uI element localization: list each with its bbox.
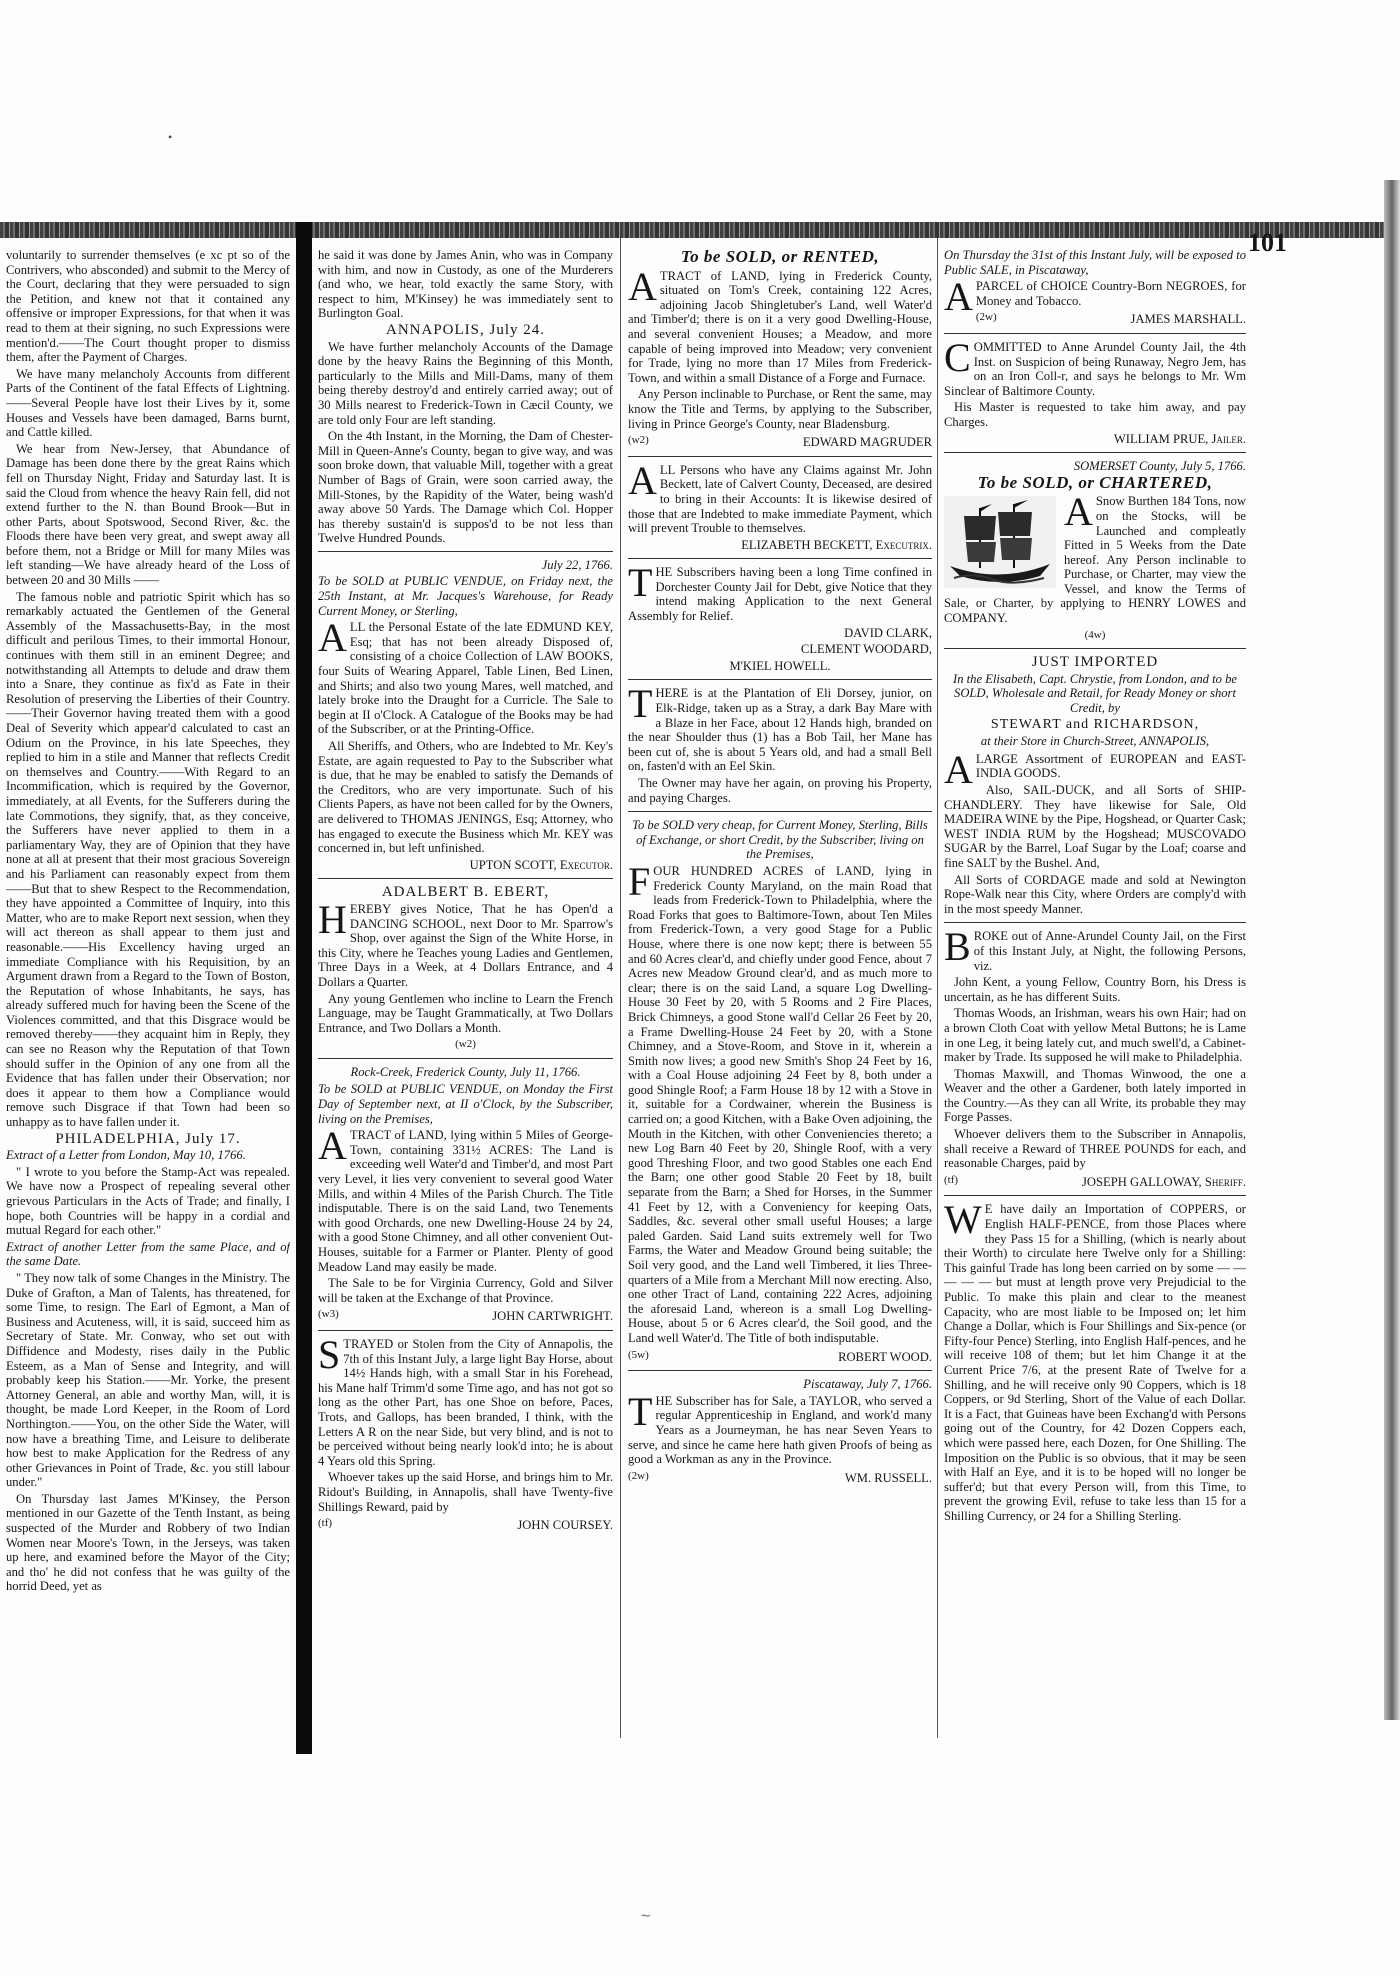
advert-body: Whoever takes up the said Horse, and brings him to Mr. Ridout's Building, in Annapolis, shall have Twenty-five Shillings Reward, paid by (318, 1470, 613, 1514)
advert-body: HERE is at the Plantation of Eli Dorsey, junior, on Elk-Ridge, taken up as a Stray, a dark Bay Mare with a Blaze in her Face, about 12 Hands high, branded on the near Shoulder thus (1) has a Bob Tail, her Mane has been cut of, she is about 5 Years old, and had a small Bell on, fasten'd with an Eel Skin. (628, 686, 932, 774)
column-rule (620, 238, 621, 1738)
drop-cap: T (628, 1388, 653, 1434)
advert-body: Also, SAIL-DUCK, and all Sorts of SHIP-CHANDLERY. They have likewise for Sale, Old MADEIRA WINE by the Pipe, Hogshead, or Quarter Cask; WEST INDIA RUM by the Hogshead; MUSCOVADO SUGAR by the Barrel, Loaf Sugar by the Loaf; coarse and fine SALT by the Bushel. And, (944, 783, 1246, 870)
advert-title: To be SOLD at PUBLIC VENDUE, on Monday the First Day of September next, at II o'Clock, by the Subscriber, living on the Premises, (318, 1082, 613, 1126)
extract-body: " They now talk of some Changes in the Ministry. The Duke of Grafton, a Man of Talents, has threatened, for some Time, to resign. The Earl of Egmont, a Man of Business and Acuteness, will, it is said, succeed him as Secretary of State. Mr. Conway, who set out with Diffidence and Modesty, rises daily in the Public Esteem, as a Man of Sense and Integrity, and will probably keep his Station.——Mr. Yorke, the present Attorney General, an able and worthy Man, will, it is thought, be made Lord Keeper, in the Room of Lord Northington.——You, on the other Side the Water, will now have a breathing Time, and Leisure to deliberate how best to make Application for the Redress of any other Grievances in Point of Trade, &c. you still labour under." (6, 1270, 290, 1490)
page-edge-shadow (1384, 180, 1400, 1720)
column-1 (6, 248, 290, 1748)
advert-body: His Master is requested to take him away, and pay Charges. (944, 400, 1246, 429)
advert-body: The Sale to be for Virginia Currency, Gold and Silver will be taken at the Exchange of that Province. (318, 1276, 613, 1305)
advert-signature: JOHN COURSEY. (517, 1518, 613, 1533)
advert-title: To be SOLD, or CHARTERED, (977, 472, 1213, 492)
advert-dancing-school (318, 885, 613, 1052)
advert-divider (628, 679, 932, 680)
advert-beckett-claims (628, 457, 932, 553)
advert-broke-jail (944, 924, 1246, 1189)
advert-rock-creek (318, 1065, 613, 1324)
advert-signature: JAMES MARSHALL. (1130, 312, 1246, 327)
drop-cap: H (318, 896, 347, 942)
advert-divider (318, 1058, 613, 1059)
advert-four-hundred-acres (628, 818, 932, 1364)
news-paragraph: he said it was done by James Anin, who was in Company with him, and now in Custody, as one of the Murderers (and who, we hear, told exactly the same Story, with respect to him, M'Kinsey) he was immediately sent to Burlington Goal. (318, 248, 613, 321)
merchant-address: at their Store in Church-Street, ANNAPOLIS, (980, 734, 1210, 749)
advert-date: July 22, 1766. (541, 557, 613, 572)
advert-body: TRAYED or Stolen from the City of Annapolis, the 7th of this Instant July, a large light Bay Horse, about 14½ Hands high, with a small Star in his Forehead, his Mane half Trimm'd some Time ago, and has not got so long as the other Part, has one Shoe on before, Paces, Trots, and Gallops, has been branded, I think, with the Letters A R on the near Side, but very blind, and is not to be perceived without being nearly look'd into; he is about 4 Years old this Spring. (318, 1336, 613, 1468)
advert-divider (944, 648, 1246, 649)
advert-body: E have daily an Importation of COPPERS, or English HALF-PENCE, from those Places where they Pass 15 for a Shilling, (which is nearly about their Worth) to circulate here Twelve only for a Shilling: This gainful Trade has long been carried on by some — — — — — but must at length prove very Prejudicial to the Public. To make this plain and clear to the meanest Capacity, who are most liable to be Imposed on; let him Change a Dollar, which is Four Shillings and Six-pence (or Fifty-four Pence) Sterling, into English Half-pences, and he will receive 108 of them; but let him Change it at the Current Price 7/6, at the present Rate of Twelve for a Shilling, and he will receive only 90 Coppers, which is 18 Coppers, or 9d Sterling, Short of the Value of each Dollar. It is a Fact, that Guineas have been Exchang'd with Persons going out of the Country, for 42 Dozen Coppers each, which were passed here, each Dozen, for One Shilling. The Imposition on the Public is so obvious, that it may be seen with Half an Eye, and it is to be hoped will no longer be suffer'd; but that every Person will, from this Time, to prevent the growing Evil, refuse to take less than 15 for a Shilling Currency, or 24 for a Shilling Sterling. (944, 1202, 1246, 1523)
advert-date: Piscataway, July 7, 1766. (803, 1377, 932, 1392)
news-paragraph: On Thursday last James M'Kinsey, the Person mentioned in our Gazette of the Tenth Instant, as being suspected of the Murder and Robbery of two Indian Women near Moore's Town, in the Jerseys, was taken up here, and examined before the Mayor of the City; and tho' he did not confess that he was guilty of the horrid Deed, yet as (6, 1491, 290, 1594)
column-4 (944, 248, 1246, 1728)
advert-body: PARCEL of CHOICE Country-Born NEGROES, for Money and Tobacco. (975, 279, 1246, 308)
advert-divider (628, 1370, 932, 1371)
advert-body: HE Subscriber has for Sale, a TAYLOR, who served a regular Apprenticeship in England, and work'd many Years as a Journeyman, he has near Seven Years to serve, and since he came here hath given Proofs of being as good a Workman as any in the Province. (628, 1393, 932, 1467)
insertion-mark: (w2) (628, 434, 649, 447)
drop-cap: A (944, 274, 973, 320)
advert-coppers (944, 1197, 1246, 1523)
advert-date: Rock-Creek, Frederick County, July 11, 1766. (350, 1064, 581, 1079)
column-2 (318, 248, 613, 1728)
advert-divider (628, 811, 932, 812)
advert-body: The Owner may have her again, on proving his Property, and paying Charges. (628, 776, 932, 805)
advert-body: OUR HUNDRED ACRES of LAND, lying in Frederick County Maryland, on the main Road that leads from Frederick-Town to Philadelphia, where the Road Forks that goes to Baltimore-Town, about Ten Miles from Frederick-Town, a very good Stage for a Public House, where there is one now kept; there is between 55 and 60 Acres clear'd, and chiefly under good Fence, about 7 Acres new Meadow Ground clear'd, and as much more to clear; there is on the said Land, a square Log Dwelling-House 30 Feet by 20, with 5 Rooms and 2 Fire Places, Brick Chimneys, a good Stone wall'd Cellar 26 Feet by 20, a Frame Dwelling-House 24 Feet by 20, with a Stone Chimney, and a Stove-Room, and Stove in it, wherein a Smith now lives; a good new Smith's Shop 24 Feet by 16, with a Coal House adjoining 24 Feet by 8, both under a good Shingle Roof; a Farm House 18 by 12 with a Stove in it, suitable for a Cordwainer, wherein the Business is carried on; a good Kitchen, with a Bake Oven adjoining, the Mouth in the Kitchen, with other Conveniencies thereto; a new Log Barn 40 Feet by 20, Shingle Roof, with a very good Threshing Floor, and two good Stables one each End the Barn; one other good Stable 20 Feet by 18, built separate from the Barn; a Shed for Horses, in the Summer 41 Feet by 12, with a Conveniency for keeping Oats, Saddles, &c. several other small useful Houses; a large paled Garden. Said Land suits extremely well for Two Farms, the Water and Meadow Ground being suitable; the Soil very good, and the Land well Timbered, it lies Three-quarters of a Mile from a Merchant Mill now erecting. Also, one other Tract of Land, containing 222 Acres, adjoining the aforesaid Land, whereon is a small Log Dwelling-House, about 5 or 6 Acres clear'd, the Soil good, and the Land well Water'd. The Title of both indisputable. (628, 863, 932, 1345)
drop-cap: A (1064, 489, 1093, 535)
drop-cap: B (944, 924, 971, 970)
insertion-mark: (w3) (318, 1308, 339, 1321)
advert-body: All Sheriffs, and Others, who are Indebted to Mr. Key's Estate, are again requested to Pay to the Subscriber what is due, that he may be enabled to satisfy the Demands of the Creditors, who are very importunate. Such of his Clients Papers, as have not been called for by the Owners, are delivered to THOMAS JENINGS, Esq; Attorney, who has engaged to execute the Business which Mr. KEY was concerned in, but left unfinished. (318, 739, 613, 856)
insertion-mark: (4w) (1084, 628, 1106, 641)
signature-row (628, 1469, 932, 1486)
advert-signature: WILLIAM PRUE, Jailer. (1113, 431, 1246, 446)
advert-body: HE Subscribers having been a long Time confined in Dorchester County Jail for Debt, give Notice that they intend making Application to the next General Assembly for Relief. (628, 565, 932, 624)
advert-body: Any young Gentlemen who incline to Learn the French Language, may be Taught Grammatically, at Two Dollars Entrance, and Two Dollars a Month. (318, 991, 613, 1035)
advert-divider (628, 558, 932, 559)
advert-signature: UPTON SCOTT, Executor. (469, 857, 613, 872)
annapolis-heading: ANNAPOLIS, July 24. (385, 321, 545, 338)
advert-body: ROKE out of Anne-Arundel County Jail, on the First of this Instant July, at Night, the following Persons, viz. (973, 929, 1246, 973)
advert-divider (318, 551, 613, 552)
extract-title: Extract of another Letter from the same Place, and of the same Date. (6, 1239, 290, 1269)
column-3 (628, 248, 932, 1728)
advert-heading: JUST IMPORTED (1031, 654, 1159, 671)
advert-stray-mare (628, 681, 932, 805)
signature-row (944, 1173, 1246, 1190)
advert-signature: JOSEPH GALLOWAY, Sheriff. (1082, 1174, 1246, 1189)
advert-date: SOMERSET County, July 5, 1766. (1073, 459, 1246, 474)
insertion-mark: (2w) (975, 311, 997, 324)
drop-cap: A (628, 263, 657, 309)
advert-sold-or-chartered (944, 459, 1246, 642)
advert-strayed-horse (318, 1331, 613, 1533)
drop-cap: C (944, 334, 971, 380)
advert-signature: ELIZABETH BECKETT, Executrix. (741, 537, 932, 552)
news-paragraph: We have further melancholy Accounts of the Damage done by the heavy Rains the Beginning of this Month, particularly to the Mills and Mill-Dams, many of them being thereby destroy'd and entirely carried away; out of 30 Mills nearest to Frederick-Town in Cæcil County, we are told only Four are left standing. (318, 339, 613, 427)
news-paragraph: voluntarily to surrender themselves (e xc pt so of the Contrivers, who absconded) and submit to the Mercy of the Court, declaring that they were persuaded to sign the Petition, and knew not that it contained any offensive or improper Expressions, for that when it was read to them at their signing, no such Expressions were mention'd.——The Court thought proper to dismiss them, after the Payment of Charges. (6, 248, 290, 365)
signature-row (628, 433, 932, 450)
advert-body: Thomas Maxwill, and Thomas Winwood, the one a Weaver and the other a Gardener, both lately imported in the Country.—As they can all Write, its probable they may Forge Passes. (944, 1066, 1246, 1125)
drop-cap: F (628, 858, 651, 904)
advert-signature: ROBERT WOOD. (838, 1349, 932, 1364)
philadelphia-heading: PHILADELPHIA, July 17. (55, 1130, 241, 1147)
advert-debtors-relief (628, 560, 932, 673)
advert-body: Any Person inclinable to Purchase, or Rent the same, may know the Title and Terms, by applying to the Subscriber, living in Prince George's County, near Bladensburg. (628, 387, 932, 431)
advert-taylor (628, 1377, 932, 1485)
insertion-mark: (tf) (944, 1173, 959, 1186)
news-paragraph: The famous noble and patriotic Spirit which has so remarkably actuated the Gentlemen of the General Assembly of the Massachusetts-Bay, in the most difficult and perilous Times, to their immortal Honour, continues with them still in an eminent Degree; and notwithstanding all Attempts to delude and draw them into a Snare, they continue as fix'd as Fate in their Resolution of preserving the Liberties of their Country.——Their Governor having treated them with a good Deal of Severity which appear'd calculated to cast an Odium on the Province, in his late Speeches, they replied to him in a stile and Manner that reflects Credit on themselves and Country.——With Regard to an Incommification, which is required by the Governor, immediately, at all Events, for the Sufferers during the late Commotions, they signify, that, as they conceive, the Sufferers have never applied to them in a parliamentary Way, they are of Opinion that they have none at all at present that their most gracious Sovereign and his Parliament can reasonably expect from them ——But that to shew Respect to the Recommendation, they have appointed a Committee of Inquiry, into this Matter, who are to make Report next session, when they will act thereon as shall appear to them just and reasonable.——His Excellency having urged an immediate Compliance with his Requisition, by an Argument drawn from a Regard to the Town of Boston, the Reputation of whose Inhabitants, he says, has already suffered much for having been the Scene of the Violences committed, and that this Disgrace would be removed thereby——they acquaint him in Reply, they can see no Reason why the Reputation of that Town should suffer in the Opinion of any one from all the Evidence that has fallen under their Observation; nor does it appear to them how a Compliance would remove such Disgrace if that Town had been so unhappy as to have fallen under it. (6, 589, 290, 1130)
advert-divider (944, 452, 1246, 453)
extract-title: Extract of a Letter from London, May 10, 1766. (6, 1148, 246, 1163)
insertion-mark: (2w) (628, 1469, 649, 1482)
advert-body: All Sorts of CORDAGE made and sold at Newington Rope-Walk near this City, where Orders are comply'd with in the most speedy Manner. (944, 872, 1246, 916)
page-number: 101 (1248, 228, 1287, 257)
advert-just-imported (944, 655, 1246, 916)
advert-signature: EDWARD MAGRUDER (802, 435, 932, 450)
signature-row (318, 1516, 613, 1533)
scan-speck: • (168, 130, 173, 144)
advert-divider (944, 333, 1246, 334)
advert-title: To be SOLD at PUBLIC VENDUE, on Friday next, the 25th Instant, at Mr. Jacques's Warehouse, for Ready Current Money, or Sterling, (318, 574, 613, 618)
drop-cap: A (318, 1123, 347, 1169)
advert-public-vendue (318, 558, 613, 872)
advert-body: John Kent, a young Fellow, Country Born, his Dress is uncertain, as he has different Suits. (944, 975, 1246, 1004)
advert-heading: ADALBERT B. EBERT, (381, 884, 550, 901)
extract-body: " I wrote to you before the Stamp-Act was repealed. We have now a Prospect of repealing several other grievous Particulars in the Acts of Trade; and finally, I hope, both Countries will be happy in a cordial and mutual Regard for each other." (6, 1164, 290, 1238)
advert-signature: CLEMENT WOODARD, (800, 642, 932, 657)
advert-body: Whoever delivers them to the Subscriber in Annapolis, shall receive a Reward of THREE POUNDS for each, and reasonable Charges, paid by (944, 1127, 1246, 1171)
advert-title: To be SOLD very cheap, for Current Money, Sterling, Bills of Exchange, or short Credit, by the Subscriber, living on the Premises, (632, 818, 928, 862)
advert-body: TRACT of LAND, lying within 5 Miles of George-Town, containing 331½ ACRES: The Land is exceeding well Water'd and Timber'd, and most Part very Level, it lies very convenient to several good Water Mills, and within 4 Miles of the Parish Church. The Title indisputable. There is on the said Land, two Tenements with good Orchards, one new Dwelling-House 24 by 24, with a good Stone Chimney, and all other convenient Out-Houses, suitable for a Farmer or Planter. Plenty of good Meadow Land may easily be made. (318, 1128, 613, 1274)
advert-body: TRACT of LAND, lying in Frederick County, situated on Tom's Creek, containing 122 Acres, adjoining Jacob Shingletuber's Land, well Water'd and Timber'd; there is on it a very good Dwelling-House, and several convenient Houses; a Meadow, and more capable of being improved into Meadow; very convenient for Trade, lying no more than 17 Miles from Frederick-Town, and within a small Distance of a Forge and Furnace. (628, 268, 932, 385)
insertion-mark: (tf) (318, 1517, 333, 1530)
advert-body: LL the Personal Estate of the late EDMUND KEY, Esq; that has not been already Disposed of, consisting of a choice Collection of LAW BOOKS, four Suits of Wearing Apparel, Table Linen, Bed Linen, and Shirts; and also two young Mares, well matched, and lately broke into the Draught for a Curricle. The Sale to begin at II o'Clock. A Catalogue of the Books may be had of the Subscriber, or at the Printing-Office. (318, 620, 613, 737)
advert-signature: WM. RUSSELL. (844, 1470, 932, 1485)
advert-signature: JOHN CARTWRIGHT. (492, 1309, 613, 1324)
advert-signature: DAVID CLARK, (844, 625, 932, 640)
advert-negroes-sale (944, 248, 1246, 327)
advert-body: LL Persons who have any Claims against Mr. John Beckett, late of Calvert County, Deceased, are desired to bring in their Accounts: It is likewise desired of those that are Indebted to make immediate Payment, which will prevent Trouble to themselves. (628, 462, 932, 536)
advert-body: Snow Burthen 184 Tons, now on the Stocks, will be Launched and compleatly Fitted in 5 Weeks from the Date hereof. Any Person inclinable to Purchase, or Charter, may view the Vessel, and know the Terms of Sale, or Charter, by applying to HENRY LOWES and COMPANY. (944, 494, 1246, 626)
advert-divider (628, 456, 932, 457)
ship-woodcut-icon (944, 496, 1056, 588)
advert-sold-or-rented (628, 250, 932, 450)
drop-cap: T (628, 681, 653, 727)
insertion-mark: (w2) (455, 1038, 476, 1051)
drop-cap: A (944, 746, 973, 792)
news-paragraph: On the 4th Instant, in the Morning, the Dam of Chester-Mill in Queen-Anne's County, began to give way, and was soon broke down, that valuable Mill, together with a great Number of Bags of Grain, were soon carried away, the Mill-Stones, by the Rapidity of the Water, being wash'd away above 50 Yards. The Damage which Col. Hopper has thereby sustain'd is suppos'd to be not less than Twelve Hundred Pounds. (318, 429, 613, 546)
binding-spine (296, 222, 312, 1754)
column-rule (937, 238, 938, 1738)
signature-row (628, 1348, 932, 1365)
insertion-mark: (5w) (628, 1348, 649, 1361)
drop-cap: S (318, 1331, 341, 1377)
advert-title: To be SOLD, or RENTED, (680, 248, 880, 266)
advert-divider (318, 878, 613, 879)
advert-body: OMMITTED to Anne Arundel County Jail, the 4th Inst. on Suspicion of being Runaway, Negro Jem, has on an Iron Coll-r, and says he belongs to Mr. Wm Sinclear of Baltimore County. (944, 339, 1246, 398)
drop-cap: A (318, 615, 347, 661)
drop-cap: A (628, 457, 657, 503)
advert-body: Thomas Woods, an Irishman, wears his own Hair; had on a brown Cloth Coat with yellow Metal Buttons; he is Lame in one Leg, it being lately cut, and much swell'd, a Cabinet-maker by Trade. Its supposed he will make to Philadelphia. (944, 1006, 1246, 1065)
advert-subtitle: In the Elisabeth, Capt. Chrystie, from London, and to be SOLD, Wholesale and Retail, for Ready Money or short Credit, by (953, 671, 1237, 716)
advert-divider (944, 1195, 1246, 1196)
top-border-rule (0, 222, 1400, 238)
advert-committed-jail (944, 334, 1246, 446)
advert-title: On Thursday the 31st of this Instant July, will be exposed to Public SALE, in Piscataway, (944, 248, 1246, 277)
advert-body: LARGE Assortment of EUROPEAN and EAST-INDIA GOODS. (975, 751, 1246, 781)
news-paragraph: We hear from New-Jersey, that Abundance of Damage has been done there by the great Rains which fell on Thursday Night, Friday and Saturday last. It is said the Cloud from whence the heavy Rain fell, did not extend further to the N. than Bound Brook—But in other Parts, about Spotswood, Second River, &c. the Floods there have been very great, and swept away all before them, not a Bridge or Mill for many Miles was left standing—We have already heard of the Loss of between 20 and 30 Mills —— (6, 441, 290, 588)
advert-divider (944, 922, 1246, 923)
advert-body: EREBY gives Notice, That he has Open'd a DANCING SCHOOL, next Door to Mr. Sparrow's Shop, over against the Sign of the White Horse, in this City, where he Teaches young Ladies and Gentlemen, Three Days in a Week, at 4 Dollars Entrance, and 4 Dollars a Quarter. (318, 901, 613, 989)
signature-row (318, 1307, 613, 1324)
bottom-page-mark: ∼ (640, 1909, 652, 1924)
news-paragraph: We have many melancholy Accounts from different Parts of the Continent of the fatal Effects of Lightning.——Several People have lost their Lives by it, some Houses and Vessels have been damaged, Barns burnt, and Cattle killed. (6, 366, 290, 440)
drop-cap: W (944, 1197, 982, 1243)
merchant-name: STEWART and RICHARDSON, (990, 716, 1200, 732)
signature-row (976, 310, 1246, 327)
advert-signature: M'KIEL HOWELL. (729, 658, 831, 673)
drop-cap: T (628, 560, 653, 606)
advert-divider (318, 1330, 613, 1331)
